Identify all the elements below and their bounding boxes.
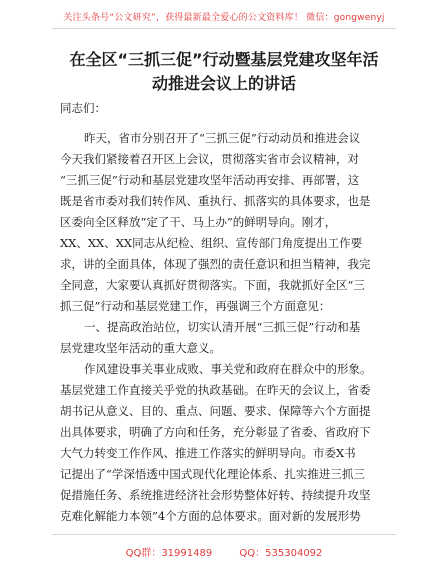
body-line: 胡书记从意义、目的、重点、问题、要求、保障等六个方面提	[60, 404, 371, 418]
body-line: 出具体要求，明确了方向和任务，充分彰显了省委、省政府下	[60, 425, 371, 439]
body-line: 一、提高政治站位，切实认清开展“三抓三促”行动和基	[84, 320, 361, 334]
footer	[0, 544, 448, 559]
footer-divider	[52, 534, 396, 535]
top-banner: 关注头条号“公文研究”，获得最新最全爱心的公文资料库！ 微信：gongwenyj	[63, 13, 385, 23]
body-line: 层党建攻坚年活动的重大意义。	[60, 341, 221, 355]
body-line: 作风建设事关事业成败、事关党和政府在群众中的形象。	[84, 362, 372, 376]
title-line-1: 在全区“三抓三促”行动暨基层党建攻坚年活	[69, 50, 379, 69]
greeting: 同志们：	[60, 101, 106, 115]
body-line: “三抓三促”行动和基层党建攻坚年活动再安排、再部署，这	[60, 173, 360, 187]
body-line: 大气力转变工作作风、推进工作落实的鲜明导向。市委X书	[60, 446, 356, 460]
body-line: XX、XX、XX同志从纪检、组织、宣传部门角度提出工作要	[60, 236, 363, 250]
body-line: 记提出了“学深悟透中国式现代化理论体系、扎实推进三抓三	[60, 467, 365, 481]
body-line: 基层党建工作直接关乎党的执政基础。在昨天的会议上，省委	[60, 383, 371, 397]
footer-qq-group: QQ群：31991489	[125, 548, 213, 559]
footer-qq: QQ：535304092	[239, 548, 323, 559]
body-line: 抓三促”行动和基层党建工作，再强调三个方面意见：	[60, 299, 331, 313]
body-line: 既是省市委对我们转作风、重执行、抓落实的具体要求，也是	[60, 194, 371, 208]
body-line: 求，讲的全面具体，体现了强烈的责任意识和担当精神，我完	[60, 257, 371, 271]
document-body	[60, 128, 390, 527]
body-line: 区委向全区释放“定了干、马上办”的鲜明导向。刚才，	[60, 215, 337, 229]
header-divider	[52, 28, 396, 29]
body-line: 克难化解能力本领”4个方面的总体要求。面对新的发展形势	[60, 509, 361, 523]
body-line: 促措施任务、系统推进经济社会形势整体好转、持续提升攻坚	[60, 488, 371, 502]
body-line: 今天我们紧接着召开区上会议，贯彻落实省市会议精神，对	[60, 152, 359, 166]
body-line: 全同意，大家要认真抓好贯彻落实。下面，我就抓好全区“三	[60, 278, 365, 292]
body-line: 昨天，省市分别召开了“三抓三促”行动动员和推进会议	[84, 131, 361, 145]
document-title	[56, 48, 392, 96]
title-line-2: 动推进会议上的讲话	[151, 74, 296, 93]
